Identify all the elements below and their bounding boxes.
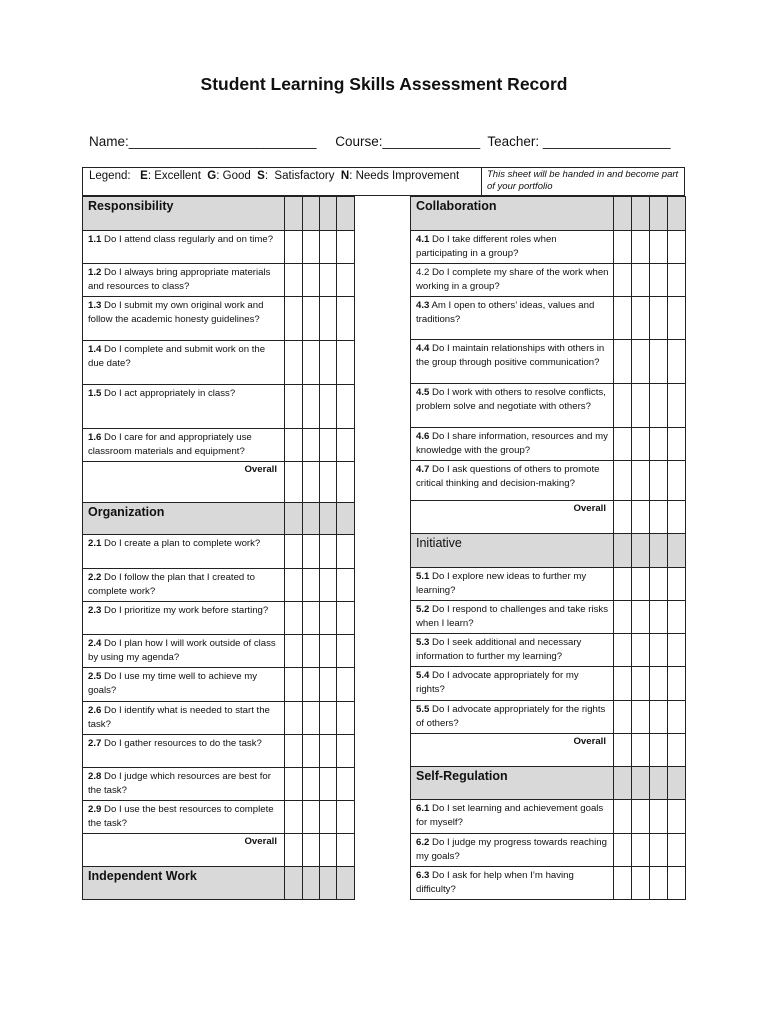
- rating-box-s[interactable]: [320, 535, 337, 569]
- rating-box-e[interactable]: [285, 602, 303, 635]
- section-header-self-regulation: Self-Regulation: [411, 767, 614, 800]
- question-number: 2.8: [88, 771, 102, 782]
- rating-box-g[interactable]: [632, 701, 650, 734]
- left-assessment-table: [82, 196, 355, 900]
- rating-box-s[interactable]: [320, 768, 337, 801]
- rating-box-s[interactable]: [320, 834, 337, 867]
- student-info-line[interactable]: Name:_________________________ Course:_____________ Teacher: _________________: [89, 134, 671, 149]
- section-header-organization: Organization: [83, 503, 285, 535]
- skill-question: [411, 461, 614, 501]
- legend-code-e: E: [140, 170, 148, 182]
- rating-box-e[interactable]: [614, 667, 632, 701]
- section-header-independent-work: Independent Work: [83, 867, 285, 900]
- rating-box-g[interactable]: [632, 634, 650, 667]
- rating-box-g[interactable]: [303, 768, 320, 801]
- question-number: 6.2: [416, 837, 430, 848]
- rating-box-s[interactable]: [650, 834, 668, 867]
- rating-box-g[interactable]: [303, 569, 320, 602]
- rating-box-e[interactable]: [614, 297, 632, 340]
- rating-box-e[interactable]: [285, 569, 303, 602]
- rating-box-g[interactable]: [632, 667, 650, 701]
- rating-box-n[interactable]: [337, 429, 355, 462]
- rating-box-g[interactable]: [632, 231, 650, 264]
- rating-box-g[interactable]: [303, 735, 320, 768]
- rating-box-g[interactable]: [303, 834, 320, 867]
- question-text: Do I ask for help when I’m having difficulty?: [416, 870, 574, 896]
- rating-box-s[interactable]: [320, 735, 337, 768]
- skill-question: [411, 264, 614, 297]
- question-text: Do I care for and appropriately use classroom materials and equipment?: [88, 432, 252, 458]
- rating-box-n[interactable]: [668, 601, 686, 634]
- question-text: Do I share information, resources and my knowledge with the group?: [416, 431, 608, 457]
- skill-question: [411, 231, 614, 264]
- question-number: 2.1: [88, 538, 102, 549]
- question-text: Do I attend class regularly and on time?: [101, 234, 274, 245]
- rating-box-s[interactable]: [320, 602, 337, 635]
- rating-box-g[interactable]: [303, 429, 320, 462]
- skill-question: [411, 601, 614, 634]
- rating-box-e[interactable]: [614, 601, 632, 634]
- question-number: 4.3: [416, 300, 430, 311]
- question-text: Do I seek additional and necessary information to further my learning?: [416, 637, 582, 663]
- question-number: 1.1: [88, 234, 102, 245]
- skill-question: [83, 602, 285, 635]
- rating-box-n[interactable]: [668, 568, 686, 601]
- rating-box-g[interactable]: [303, 297, 320, 341]
- rating-box-n[interactable]: [337, 768, 355, 801]
- question-number: 5.5: [416, 704, 430, 715]
- rating-box-g[interactable]: [303, 264, 320, 297]
- rating-box-e[interactable]: [285, 768, 303, 801]
- rating-box-n[interactable]: [668, 667, 686, 701]
- rating-box-s[interactable]: [650, 428, 668, 461]
- section-header-responsibility: Responsibility: [83, 197, 285, 231]
- legend-code-s: S: [257, 170, 265, 182]
- rating-box-n[interactable]: [337, 702, 355, 735]
- rating-box-g[interactable]: [632, 734, 650, 767]
- page-title: Student Learning Skills Assessment Record: [200, 74, 568, 94]
- question-number: 4.5: [416, 387, 430, 398]
- question-text: Do I use my time well to achieve my goals?: [88, 671, 258, 697]
- legend-row: [82, 167, 685, 196]
- rating-box-n[interactable]: [337, 569, 355, 602]
- question-number: 4.7: [416, 464, 430, 475]
- skill-question: [411, 800, 614, 834]
- question-text: Do I act appropriately in class?: [101, 388, 236, 399]
- question-number: 1.5: [88, 388, 102, 399]
- rating-box-s[interactable]: [650, 667, 668, 701]
- rating-box-e[interactable]: [614, 428, 632, 461]
- rating-box-n[interactable]: [337, 635, 355, 668]
- rating-box-s[interactable]: [650, 340, 668, 384]
- question-text: Do I take different roles when participating in a group?: [416, 234, 557, 260]
- rating-box-g[interactable]: [632, 264, 650, 297]
- skill-question: [83, 385, 285, 429]
- legend-label: Legend:: [89, 170, 131, 182]
- rating-box-e[interactable]: [285, 341, 303, 385]
- rating-box-s[interactable]: [320, 385, 337, 429]
- rating-box-g[interactable]: [632, 384, 650, 428]
- rating-box-n[interactable]: [337, 801, 355, 834]
- rating-box-e[interactable]: [285, 735, 303, 768]
- rating-box-s[interactable]: [320, 635, 337, 668]
- rating-box-e[interactable]: [614, 867, 632, 900]
- rating-box-g[interactable]: [303, 462, 320, 503]
- rating-box-g[interactable]: [632, 461, 650, 501]
- rating-box-e[interactable]: [614, 568, 632, 601]
- rating-box-e[interactable]: [614, 734, 632, 767]
- rating-box-s[interactable]: [650, 601, 668, 634]
- portfolio-note: This sheet will be handed in and become part of your portfolio: [481, 168, 686, 195]
- question-text: Do I advocate appropriately for my rights?: [416, 670, 579, 696]
- question-number: 5.1: [416, 571, 430, 582]
- rating-box-e[interactable]: [285, 834, 303, 867]
- rating-box-s[interactable]: [650, 701, 668, 734]
- rating-box-s[interactable]: [320, 702, 337, 735]
- rating-box-n[interactable]: [337, 231, 355, 264]
- legend-text-e: : Excellent: [147, 170, 201, 182]
- skill-question: [83, 635, 285, 668]
- rating-box-s[interactable]: [320, 668, 337, 702]
- rating-box-s[interactable]: [320, 462, 337, 503]
- rating-box-n[interactable]: [668, 340, 686, 384]
- question-text: Do I follow the plan that I created to complete work?: [88, 572, 255, 598]
- skill-question: [411, 568, 614, 601]
- rating-box-s[interactable]: [650, 461, 668, 501]
- question-text: Do I identify what is needed to start the task?: [88, 705, 270, 731]
- skill-question: [83, 668, 285, 702]
- rating-box-n[interactable]: [337, 668, 355, 702]
- question-text: Do I always bring appropriate materials and resources to class?: [88, 267, 271, 293]
- rating-box-e[interactable]: [285, 702, 303, 735]
- skill-question: [411, 701, 614, 734]
- rating-box-n[interactable]: [337, 602, 355, 635]
- skill-question: [411, 340, 614, 384]
- skill-question: [411, 867, 614, 900]
- section-header-collaboration: Collaboration: [411, 197, 614, 231]
- rating-box-e[interactable]: [614, 340, 632, 384]
- question-text: Do I judge which resources are best for the task?: [88, 771, 271, 797]
- skill-question: [411, 667, 614, 701]
- question-number: 2.4: [88, 638, 102, 649]
- skill-question: [83, 231, 285, 264]
- question-number: 4.4: [416, 343, 430, 354]
- rating-box-e[interactable]: [614, 461, 632, 501]
- skill-question: [83, 569, 285, 602]
- rating-box-s[interactable]: [650, 568, 668, 601]
- rating-box-e[interactable]: [285, 264, 303, 297]
- question-text: Do I judge my progress towards reaching my goals?: [416, 837, 607, 863]
- rating-box-g[interactable]: [303, 801, 320, 834]
- rating-box-n[interactable]: [668, 734, 686, 767]
- question-number: 1.4: [88, 344, 102, 355]
- overall-label-initiative: Overall: [411, 734, 614, 767]
- rating-box-e[interactable]: [614, 634, 632, 667]
- rating-box-n[interactable]: [668, 231, 686, 264]
- rating-box-s[interactable]: [320, 297, 337, 341]
- question-text: Do I work with others to resolve conflicts, problem solve and negotiate with others?: [416, 387, 606, 413]
- overall-label-responsibility: Overall: [83, 462, 285, 503]
- rating-box-e[interactable]: [614, 800, 632, 834]
- rating-box-n[interactable]: [337, 385, 355, 429]
- rating-box-g[interactable]: [303, 341, 320, 385]
- rating-box-g[interactable]: [632, 297, 650, 340]
- rating-box-n[interactable]: [668, 800, 686, 834]
- skill-question: [411, 384, 614, 428]
- rating-box-g[interactable]: [303, 385, 320, 429]
- rating-box-n[interactable]: [337, 462, 355, 503]
- rating-box-e[interactable]: [285, 429, 303, 462]
- skill-question: [411, 834, 614, 867]
- section-header-initiative: Initiative: [411, 534, 614, 568]
- skill-question: [83, 735, 285, 768]
- question-text: Do I create a plan to complete work?: [101, 538, 261, 549]
- rating-box-g[interactable]: [632, 601, 650, 634]
- question-text: 4.2 Do I complete my share of the work when working in a group?: [416, 267, 609, 293]
- question-number: 2.7: [88, 738, 102, 749]
- rating-box-e[interactable]: [614, 701, 632, 734]
- rating-box-g[interactable]: [632, 428, 650, 461]
- rating-box-e[interactable]: [614, 834, 632, 867]
- question-text: Do I advocate appropriately for the rights of others?: [416, 704, 606, 730]
- rating-box-g[interactable]: [303, 668, 320, 702]
- rating-box-s[interactable]: [320, 429, 337, 462]
- question-number: 2.6: [88, 705, 102, 716]
- question-text: Do I prioritize my work before starting?: [101, 605, 269, 616]
- question-number: 5.2: [416, 604, 430, 615]
- skill-question: [83, 702, 285, 735]
- question-number: 2.3: [88, 605, 102, 616]
- rating-box-n[interactable]: [668, 701, 686, 734]
- skill-question: [83, 341, 285, 385]
- rating-box-g[interactable]: [632, 568, 650, 601]
- rating-box-e[interactable]: [614, 264, 632, 297]
- rating-box-g[interactable]: [632, 501, 650, 534]
- rating-box-n[interactable]: [668, 461, 686, 501]
- rating-box-e[interactable]: [285, 635, 303, 668]
- rating-box-e[interactable]: [285, 297, 303, 341]
- rating-box-n[interactable]: [668, 501, 686, 534]
- rating-box-e[interactable]: [614, 231, 632, 264]
- question-number: 4.6: [416, 431, 430, 442]
- rating-box-g[interactable]: [303, 602, 320, 635]
- question-number: 2.5: [88, 671, 102, 682]
- rating-box-g[interactable]: [303, 702, 320, 735]
- rating-box-e[interactable]: [285, 801, 303, 834]
- skill-question: [83, 768, 285, 801]
- skill-question: [83, 801, 285, 834]
- rating-box-s[interactable]: [650, 800, 668, 834]
- question-text: Do I gather resources to do the task?: [101, 738, 262, 749]
- question-number: 6.3: [416, 870, 430, 881]
- rating-box-n[interactable]: [337, 735, 355, 768]
- rating-box-s[interactable]: [650, 501, 668, 534]
- legend-code-n: N: [340, 170, 350, 182]
- legend: [89, 170, 459, 182]
- question-text: Do I submit my own original work and follow the academic honesty guidelines?: [88, 300, 264, 326]
- rating-box-e[interactable]: [614, 501, 632, 534]
- rating-box-n[interactable]: [668, 384, 686, 428]
- question-number: 5.3: [416, 637, 430, 648]
- rating-box-e[interactable]: [285, 462, 303, 503]
- rating-box-n[interactable]: [668, 264, 686, 297]
- rating-box-s[interactable]: [650, 867, 668, 900]
- question-number: 5.4: [416, 670, 430, 681]
- rating-box-s[interactable]: [320, 231, 337, 264]
- question-number: 6.1: [416, 803, 430, 814]
- rating-box-n[interactable]: [668, 428, 686, 461]
- rating-box-s[interactable]: [650, 384, 668, 428]
- rating-box-s[interactable]: [320, 569, 337, 602]
- question-text: Do I set learning and achievement goals for myself?: [416, 803, 604, 829]
- rating-box-s[interactable]: [320, 341, 337, 385]
- question-text: Do I maintain relationships with others in the group through positive communication?: [416, 343, 605, 369]
- overall-label-collaboration: Overall: [411, 501, 614, 534]
- rating-box-s[interactable]: [650, 264, 668, 297]
- legend-code-g: G: [207, 170, 217, 182]
- rating-box-n[interactable]: [337, 264, 355, 297]
- rating-box-n[interactable]: [337, 834, 355, 867]
- overall-label-organization: Overall: [83, 834, 285, 867]
- skill-question: [83, 297, 285, 341]
- rating-box-g[interactable]: [303, 635, 320, 668]
- rating-box-n[interactable]: [668, 634, 686, 667]
- rating-box-s[interactable]: [650, 634, 668, 667]
- rating-box-g[interactable]: [632, 340, 650, 384]
- rating-box-n[interactable]: [668, 834, 686, 867]
- question-number: 1.3: [88, 300, 102, 311]
- question-number: 4.1: [416, 234, 430, 245]
- question-number: 2.9: [88, 804, 102, 815]
- rating-box-s[interactable]: [320, 801, 337, 834]
- rating-box-n[interactable]: [337, 297, 355, 341]
- rating-box-n[interactable]: [337, 535, 355, 569]
- skill-question: [83, 429, 285, 462]
- question-number: 1.6: [88, 432, 102, 443]
- skill-question: [411, 634, 614, 667]
- right-assessment-table: [410, 196, 686, 900]
- question-text: Am I open to others’ ideas, values and traditions?: [416, 300, 595, 326]
- rating-box-n[interactable]: [668, 867, 686, 900]
- legend-text-s: : Satisfactory: [264, 170, 335, 182]
- rating-box-s[interactable]: [650, 231, 668, 264]
- question-text: Do I complete and submit work on the due date?: [88, 344, 266, 370]
- rating-box-g[interactable]: [303, 231, 320, 264]
- skill-question: [83, 535, 285, 569]
- rating-box-e[interactable]: [285, 668, 303, 702]
- rating-box-s[interactable]: [650, 297, 668, 340]
- skill-question: [411, 297, 614, 340]
- question-text: Do I use the best resources to complete the task?: [88, 804, 274, 830]
- rating-box-g[interactable]: [632, 867, 650, 900]
- rating-box-e[interactable]: [285, 535, 303, 569]
- rating-box-g[interactable]: [632, 800, 650, 834]
- rating-box-s[interactable]: [650, 734, 668, 767]
- rating-box-n[interactable]: [337, 341, 355, 385]
- question-text: Do I respond to challenges and take risks when I learn?: [416, 604, 608, 630]
- rating-box-e[interactable]: [285, 385, 303, 429]
- skill-question: [83, 264, 285, 297]
- skill-question: [411, 428, 614, 461]
- question-text: Do I plan how I will work outside of class by using my agenda?: [88, 638, 276, 664]
- rating-box-n[interactable]: [668, 297, 686, 340]
- rating-box-g[interactable]: [303, 535, 320, 569]
- rating-box-g[interactable]: [632, 834, 650, 867]
- legend-text-n: : Needs Improvement: [349, 170, 460, 182]
- question-number: 2.2: [88, 572, 102, 583]
- question-text: Do I explore new ideas to further my learning?: [416, 571, 587, 597]
- legend-text-g: : Good: [216, 170, 251, 182]
- rating-box-e[interactable]: [614, 384, 632, 428]
- question-text: Do I ask questions of others to promote critical thinking and decision-making?: [416, 464, 600, 490]
- rating-box-e[interactable]: [285, 231, 303, 264]
- rating-box-s[interactable]: [320, 264, 337, 297]
- question-number: 1.2: [88, 267, 102, 278]
